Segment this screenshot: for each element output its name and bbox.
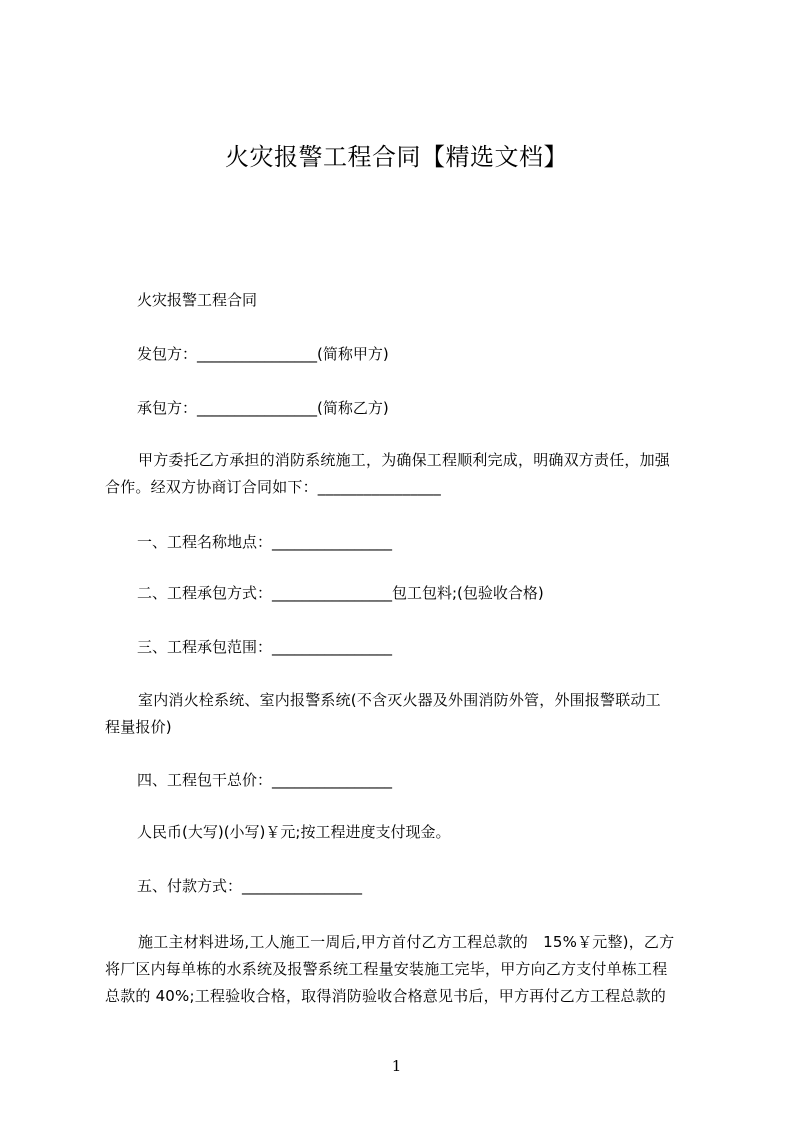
- price-text: 人民币(大写)(小写)￥元;按工程进度支付现金。: [137, 823, 451, 841]
- scope-paragraph: [105, 687, 705, 741]
- section-5-payment-method: 五、付款方式：________________: [137, 877, 363, 895]
- payment-paragraph: [105, 929, 705, 1010]
- document-title: 火灾报警工程合同【精选文档】: [225, 143, 568, 171]
- party-b-line: 承包方：________________(简称乙方): [137, 399, 389, 417]
- page-number: 1: [391, 1057, 402, 1075]
- section-2-contract-method: 二、工程承包方式：________________包工包料;(包验收合格): [137, 584, 544, 602]
- contract-subtitle: 火灾报警工程合同: [137, 291, 258, 309]
- section-3-contract-scope: 三、工程承包范围：________________: [137, 638, 393, 656]
- party-a-line: 发包方：________________(简称甲方): [137, 345, 389, 363]
- scope-line-1: 室内消火栓系统、室内报警系统(不含灭火器及外围消防外管，外围报警联动工: [138, 691, 661, 709]
- section-1-project-name: 一、工程名称地点：________________: [137, 533, 393, 551]
- payment-line-2: 将厂区内每单栋的水系统及报警系统工程量安装施工完毕，甲方向乙方支付单栋工程: [105, 960, 668, 978]
- intro-paragraph: [105, 447, 705, 501]
- section-4-total-price: 四、工程包干总价：________________: [137, 771, 393, 789]
- payment-line-1: 施工主材料进场,工人施工一周后,甲方首付乙方工程总款的 15%￥元整)，乙方: [138, 933, 675, 951]
- payment-line-3: 总款的 40%;工程验收合格，取得消防验收合格意见书后，甲方再付乙方工程总款的: [105, 987, 666, 1005]
- intro-line-2: 合作。经双方协商订合同如下：________________: [105, 478, 442, 496]
- intro-line-1: 甲方委托乙方承担的消防系统施工，为确保工程顺利完成，明确双方责任，加强: [138, 451, 671, 469]
- scope-line-2: 程量报价): [105, 718, 172, 736]
